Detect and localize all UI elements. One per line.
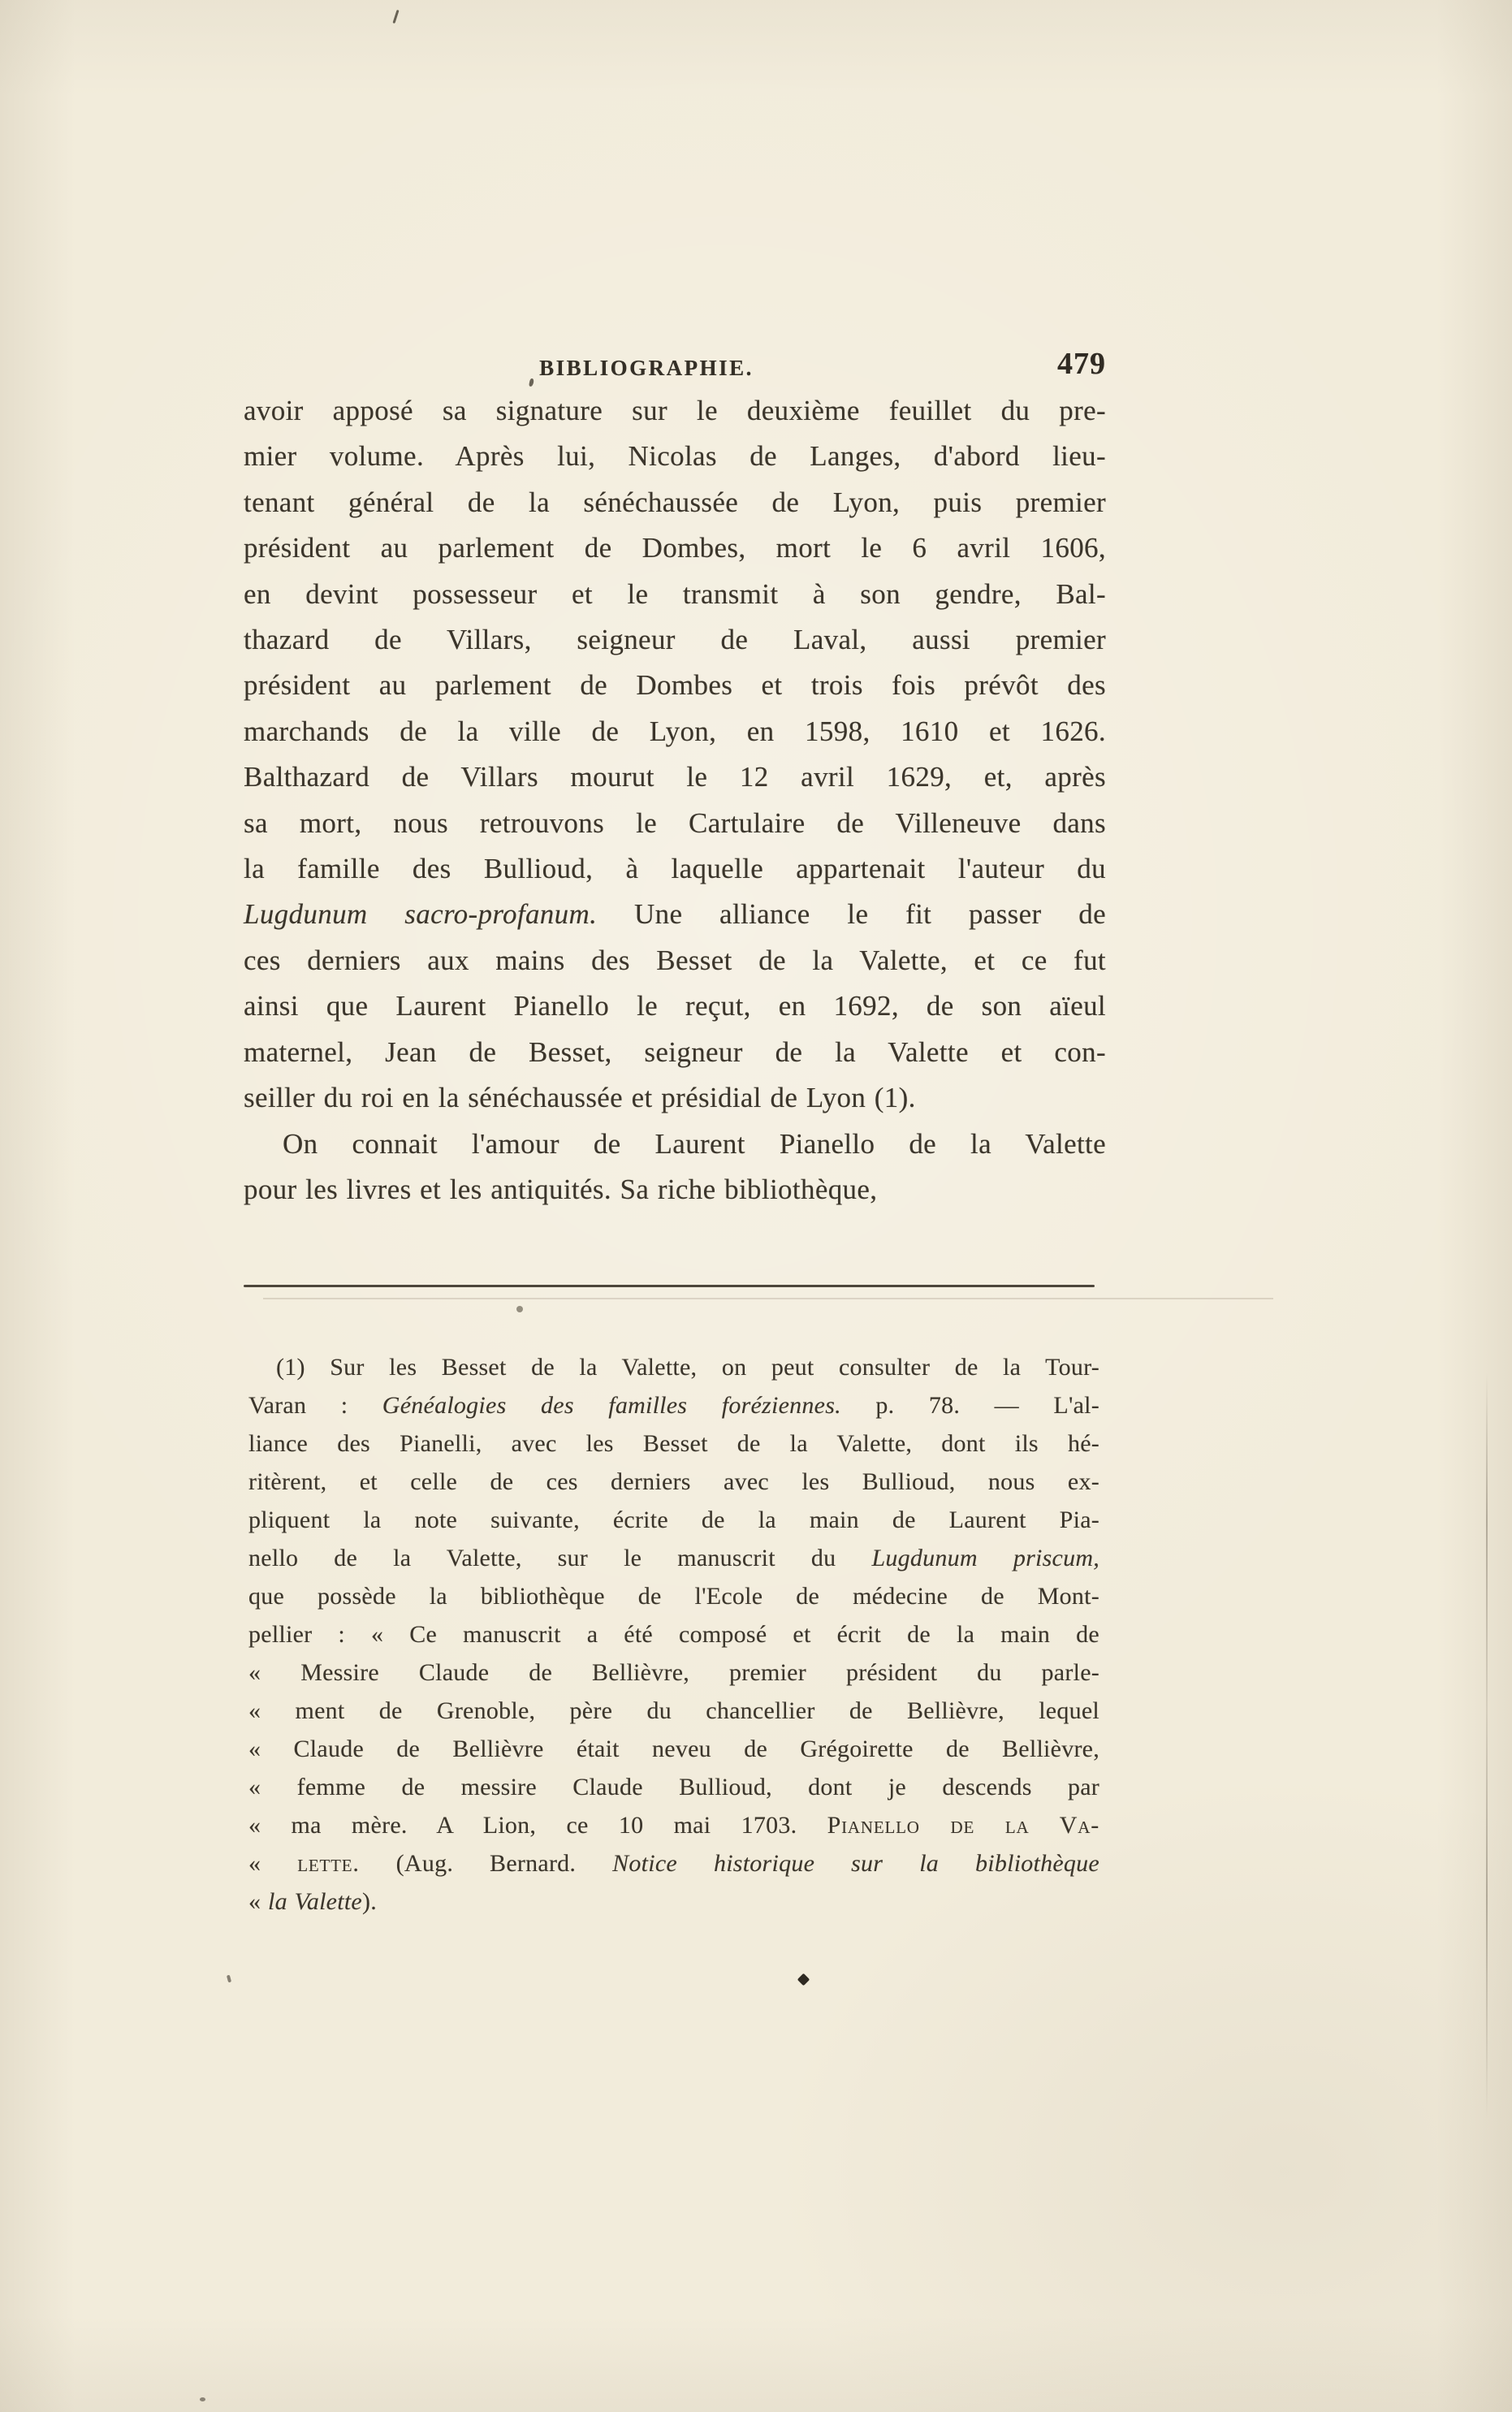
- text-line: [248, 1730, 1099, 1768]
- scan-artifact: [227, 1975, 231, 1983]
- text-segment: Varan :: [248, 1392, 382, 1419]
- text-segment: On connait l'amour de Laurent Pianello de la Valette: [283, 1127, 1106, 1160]
- italic-text: Lugdunum sacro-profanum.: [244, 898, 598, 931]
- text-segment: pliquent la note suivante, écrite de la main de Laurent Pia-: [248, 1506, 1099, 1533]
- text-line: [248, 1386, 1099, 1424]
- text-segment: président au parlement de Dombes, mort le 6 avril 1606,: [244, 532, 1106, 564]
- text-line: [244, 1167, 1106, 1212]
- text-line: [244, 983, 1106, 1029]
- text-line: [248, 1424, 1099, 1463]
- text-segment: thazard de Villars, seigneur de Laval, aussi premier: [244, 624, 1106, 656]
- text-segment: « ma mère. A Lion, ce 10 mai 1703.: [248, 1812, 827, 1839]
- text-line: [244, 617, 1106, 663]
- text-line: [248, 1577, 1099, 1615]
- text-line: [248, 1653, 1099, 1692]
- text-segment: liance des Pianelli, avec les Besset de la Valette, dont ils hé-: [248, 1430, 1099, 1457]
- text-segment: sa mort, nous retrouvons le Cartulaire de Villeneuve dans: [244, 806, 1106, 839]
- text-segment: marchands de la ville de Lyon, en 1598, 1610 et 1626.: [244, 715, 1106, 747]
- text-segment: ainsi que Laurent Pianello le reçut, en 1692, de son aïeul: [244, 990, 1106, 1022]
- text-line: [244, 663, 1106, 708]
- text-line: [248, 1615, 1099, 1653]
- footnote-separator: [244, 1285, 1095, 1287]
- text-line: [244, 1122, 1106, 1167]
- small-caps-text: Pianello de la Va-: [827, 1812, 1099, 1839]
- text-segment: la famille des Bullioud, à laquelle appartenait l'auteur du: [244, 853, 1106, 885]
- text-line: [244, 388, 1106, 434]
- text-segment: en devint possesseur et le transmit à son gendre, Bal-: [244, 577, 1106, 610]
- text-segment: président au parlement de Dombes et trois fois prévôt des: [244, 669, 1106, 702]
- text-segment: Balthazard de Villars mourut le 12 avril 1629, et, après: [244, 761, 1106, 793]
- text-segment: Une alliance le fit passer de: [597, 898, 1106, 931]
- small-caps-text: lette.: [297, 1850, 360, 1877]
- text-segment: (Aug. Bernard.: [359, 1850, 613, 1877]
- text-segment: p. 78. — L'al-: [840, 1392, 1099, 1419]
- text-segment: nello de la Valette, sur le manuscrit du: [248, 1545, 872, 1571]
- text-segment: avoir apposé sa signature sur le deuxième feuillet du pre-: [244, 395, 1106, 426]
- text-segment: que possède la bibliothèque de l'Ecole de médecine de Mont-: [248, 1583, 1099, 1610]
- text-segment: pellier : « Ce manuscrit a été composé et écrit de la main de: [248, 1621, 1099, 1648]
- running-header: [244, 349, 1106, 390]
- scan-artifact: [797, 1973, 810, 1986]
- text-line: [244, 754, 1106, 800]
- scan-artifact: [392, 10, 399, 24]
- footnote-separator-ghost: [263, 1298, 1273, 1299]
- text-line: [244, 801, 1106, 846]
- italic-text: Notice historique sur la bibliothèque: [612, 1850, 1099, 1877]
- paragraph-2: [244, 1122, 1106, 1213]
- text-line: [248, 1539, 1099, 1577]
- text-line: [248, 1768, 1099, 1806]
- text-segment: (1) Sur les Besset de la Valette, on peut consulter de la Tour-: [276, 1354, 1099, 1381]
- footnote: [248, 1348, 1099, 1921]
- text-line: [248, 1844, 1099, 1882]
- scan-artifact: [200, 2397, 205, 2401]
- italic-text: Généalogies des familles foréziennes.: [382, 1392, 841, 1419]
- text-segment: « ment de Grenoble, père du chancellier de Bellièvre, lequel: [248, 1697, 1099, 1724]
- italic-text: la Valette: [268, 1888, 362, 1915]
- text-segment: «: [248, 1850, 298, 1877]
- text-line: [248, 1806, 1099, 1844]
- text-segment: ritèrent, et celle de ces derniers avec les Bullioud, nous ex-: [248, 1468, 1099, 1495]
- text-line: [244, 1075, 1106, 1121]
- text-line: [244, 572, 1106, 617]
- text-line: [244, 892, 1106, 937]
- text-line: [244, 525, 1106, 571]
- text-segment: seiller du roi en la sénéchaussée et présidial de Lyon (1).: [244, 1082, 916, 1114]
- text-line: [244, 846, 1106, 892]
- page-edge-artifact: [1486, 1372, 1488, 2120]
- text-segment: ).: [361, 1888, 377, 1915]
- text-segment: mier volume. Après lui, Nicolas de Langes, d'abord lieu-: [244, 440, 1106, 473]
- text-segment: pour les livres et les antiquités. Sa riche bibliothèque,: [244, 1173, 878, 1205]
- body-text: [244, 388, 1106, 1212]
- text-line: [248, 1501, 1099, 1539]
- text-line: [244, 434, 1106, 479]
- text-line: [248, 1882, 1099, 1921]
- scan-artifact: [516, 1306, 523, 1312]
- text-line: [244, 480, 1106, 525]
- text-line: [244, 1030, 1106, 1075]
- page-number: 479: [1057, 347, 1106, 381]
- text-segment: ces derniers aux mains des Besset de la Valette, et ce fut: [244, 944, 1106, 976]
- text-segment: «: [248, 1888, 268, 1915]
- italic-text: Lugdunum priscum,: [871, 1545, 1099, 1571]
- text-segment: tenant général de la sénéchaussée de Lyon, puis premier: [244, 486, 1106, 518]
- paragraph-1: [244, 388, 1106, 1122]
- text-line: [244, 709, 1106, 754]
- text-segment: « femme de messire Claude Bullioud, dont je descends par: [248, 1774, 1099, 1800]
- text-segment: maternel, Jean de Besset, seigneur de la Valette et con-: [244, 1035, 1106, 1068]
- header-title: BIBLIOGRAPHIE.: [539, 356, 754, 380]
- text-segment: « Claude de Bellièvre était neveu de Grégoirette de Bellièvre,: [248, 1736, 1099, 1762]
- text-line: [244, 938, 1106, 983]
- text-segment: « Messire Claude de Bellièvre, premier président du parle-: [248, 1659, 1099, 1686]
- text-line: [248, 1692, 1099, 1730]
- text-line: [248, 1463, 1099, 1501]
- text-line: [248, 1348, 1099, 1386]
